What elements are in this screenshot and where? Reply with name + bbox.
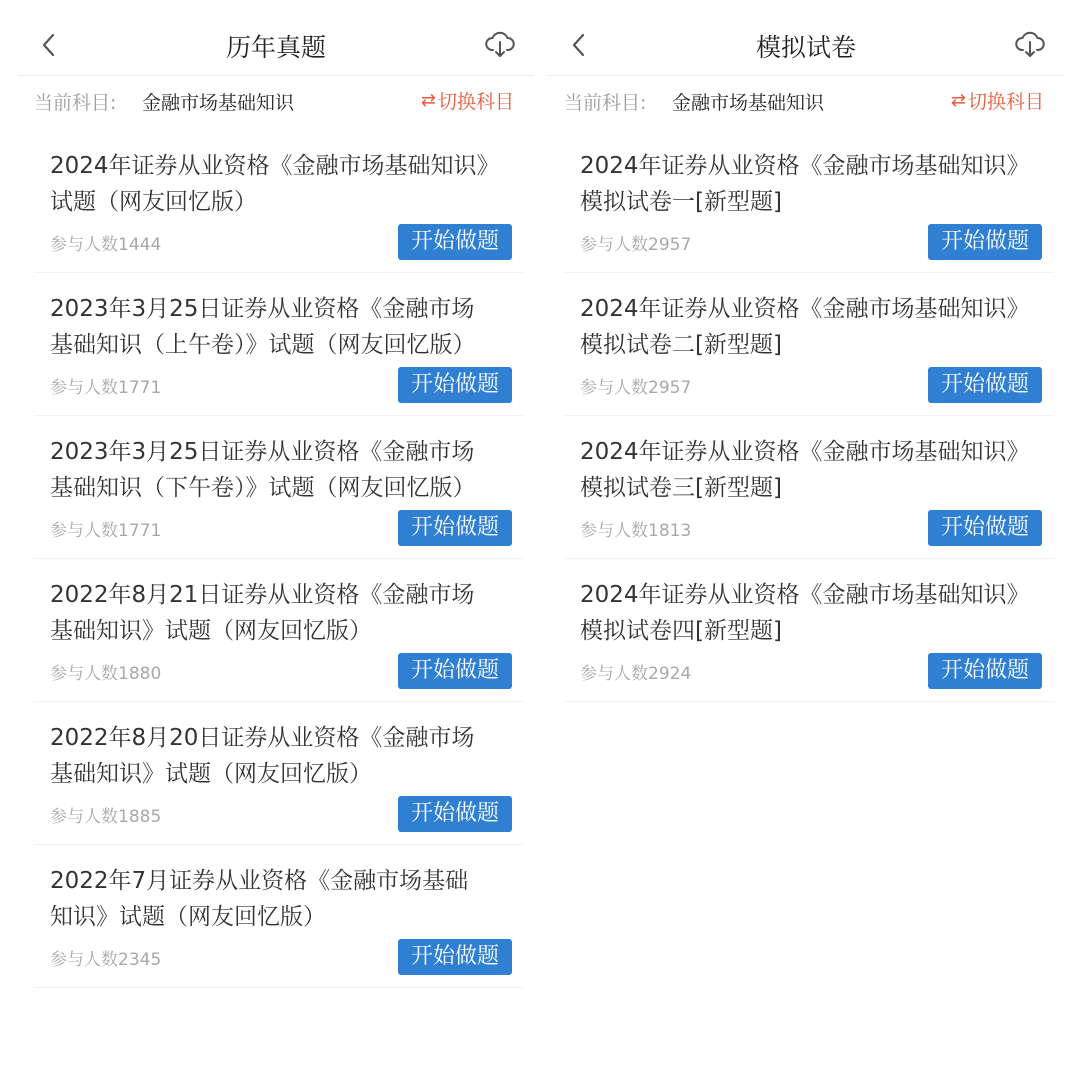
cloud-download-icon <box>1014 28 1046 60</box>
page-title: 模拟试卷 <box>755 33 856 62</box>
switch-subject-label: 切换科目 <box>437 91 514 113</box>
exam-title: 2024年证券从业资格《金融市场基础知识》模拟试卷三[新型题] <box>580 439 1019 501</box>
subject-label: 当前科目: <box>34 92 117 114</box>
start-exam-button[interactable]: 开始做题 <box>928 367 1042 403</box>
start-exam-button[interactable]: 开始做题 <box>398 224 512 260</box>
swap-icon: ⇄ <box>420 90 436 111</box>
header <box>548 0 1064 76</box>
download-button[interactable] <box>1014 28 1046 60</box>
mock-exams-screen <box>548 0 1064 1080</box>
exam-title: 2024年证券从业资格《金融市场基础知识》模拟试卷一[新型题] <box>580 153 1019 215</box>
subject-value: 金融市场基础知识 <box>672 92 825 114</box>
participant-count: 参与人数2957 <box>580 234 692 255</box>
participant-count: 参与人数2924 <box>580 663 692 684</box>
participant-count: 参与人数1444 <box>50 234 162 255</box>
list-item <box>34 428 524 559</box>
start-exam-button[interactable]: 开始做题 <box>398 510 512 546</box>
exam-list <box>564 142 1054 714</box>
participant-count: 参与人数1880 <box>50 663 162 684</box>
exam-title: 2024年证券从业资格《金融市场基础知识》试题（网友回忆版） <box>50 153 489 215</box>
start-exam-button[interactable]: 开始做题 <box>398 367 512 403</box>
header <box>18 0 534 76</box>
exam-title: 2022年8月21日证券从业资格《金融市场基础知识》试题（网友回忆版） <box>50 582 475 644</box>
list-item <box>34 857 524 988</box>
exam-title: 2024年证券从业资格《金融市场基础知识》模拟试卷二[新型题] <box>580 296 1019 358</box>
page-title: 历年真题 <box>225 33 326 62</box>
start-exam-button[interactable]: 开始做题 <box>928 224 1042 260</box>
list-item <box>564 142 1054 273</box>
participant-count: 参与人数1885 <box>50 806 162 827</box>
history-exams-screen <box>18 0 534 1080</box>
participant-count: 参与人数2345 <box>50 949 162 970</box>
exam-title: 2023年3月25日证券从业资格《金融市场基础知识（上午卷）》试题（网友回忆版） <box>50 296 476 358</box>
exam-title: 2023年3月25日证券从业资格《金融市场基础知识（下午卷）》试题（网友回忆版） <box>50 439 476 501</box>
exam-list <box>34 142 524 1000</box>
participant-count: 参与人数1813 <box>580 520 692 541</box>
subject-label: 当前科目: <box>564 92 647 114</box>
start-exam-button[interactable]: 开始做题 <box>398 653 512 689</box>
exam-title: 2022年7月证券从业资格《金融市场基础知识》试题（网友回忆版） <box>50 868 469 930</box>
list-item <box>34 142 524 273</box>
switch-subject-label: 切换科目 <box>967 91 1044 113</box>
list-item <box>564 428 1054 559</box>
start-exam-button[interactable]: 开始做题 <box>398 796 512 832</box>
switch-subject-button[interactable] <box>421 87 514 114</box>
start-exam-button[interactable]: 开始做题 <box>928 510 1042 546</box>
download-button[interactable] <box>484 28 516 60</box>
exam-title: 2022年8月20日证券从业资格《金融市场基础知识》试题（网友回忆版） <box>50 725 475 787</box>
list-item <box>34 285 524 416</box>
list-item <box>34 571 524 702</box>
subject-bar <box>548 76 1064 124</box>
exam-title: 2024年证券从业资格《金融市场基础知识》模拟试卷四[新型题] <box>580 582 1019 644</box>
participant-count: 参与人数1771 <box>50 520 162 541</box>
list-item <box>564 571 1054 702</box>
start-exam-button[interactable]: 开始做题 <box>398 939 512 975</box>
subject-value: 金融市场基础知识 <box>142 92 295 114</box>
list-item <box>564 285 1054 416</box>
subject-bar <box>18 76 534 124</box>
start-exam-button[interactable]: 开始做题 <box>928 653 1042 689</box>
cloud-download-icon <box>484 28 516 60</box>
list-item <box>34 714 524 845</box>
participant-count: 参与人数1771 <box>50 377 162 398</box>
switch-subject-button[interactable] <box>951 87 1044 114</box>
swap-icon: ⇄ <box>950 90 966 111</box>
participant-count: 参与人数2957 <box>580 377 692 398</box>
